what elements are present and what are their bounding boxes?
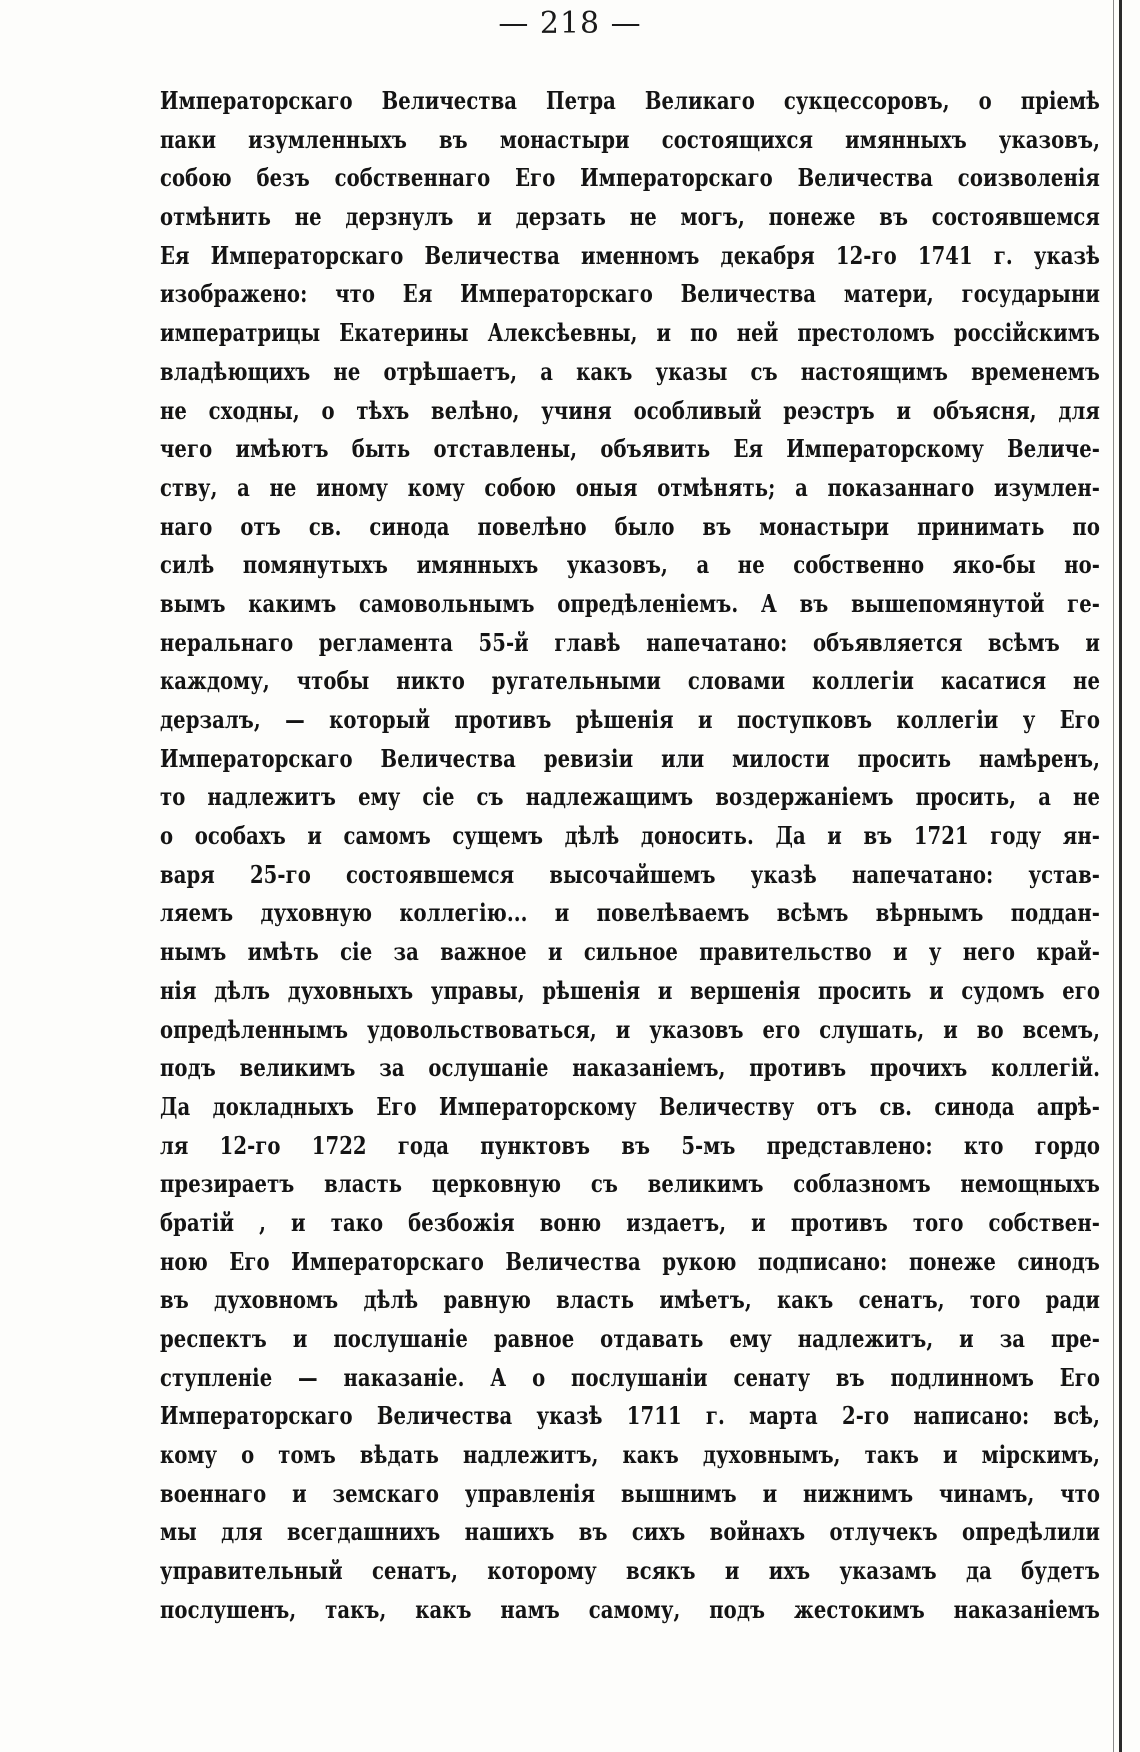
text-line: въ духовномъ дѣлѣ равную власть имѣетъ, какъ сенатъ, того ради: [160, 1285, 1100, 1315]
page-edge-border: [1119, 0, 1122, 1752]
text-line: презираетъ власть церковную съ великимъ соблазномъ немощныхъ: [160, 1169, 1100, 1199]
text-line: владѣющихъ не отрѣшаетъ, а какъ указы съ настоящимъ временемъ: [160, 356, 1100, 386]
text-line: ля 12-го 1722 года пунктовъ въ 5-мъ представлено: кто гордо: [160, 1130, 1100, 1160]
text-line: собою безъ собственнаго Его Императорскаго Величества соизволенiя: [160, 163, 1100, 193]
text-line: опредѣленнымъ удовольствоваться, и указовъ его слушать, и во всемъ,: [160, 1014, 1100, 1044]
text-line: респектъ и послушанiе равное отдавать ему надлежитъ, и за пре-: [160, 1324, 1100, 1353]
page-number-header: — 218 —: [498, 6, 642, 41]
text-line: неральнаго регламента 55-й главѣ напечатано: объявляется всѣмъ и: [160, 627, 1100, 657]
text-line: каждому, чтобы никто ругательными словами коллегiи касатися не: [160, 666, 1100, 696]
text-line: мы для всегдашнихъ нашихъ въ сихъ войнахъ отлучекъ опредѣлили: [160, 1517, 1100, 1547]
text-line: изображено: что Ея Императорскаго Величества матери, государыни: [160, 279, 1100, 309]
text-line: управительный сенатъ, которому всякъ и ихъ указамъ да будетъ: [160, 1556, 1100, 1586]
text-line: военнаго и земскаго управленiя вышнимъ и нижнимъ чинамъ, что: [160, 1478, 1100, 1508]
text-line: варя 25-го состоявшемся высочайшемъ указѣ напечатано: устав-: [160, 859, 1100, 889]
text-line: нiя дѣлъ духовныхъ управы, рѣшенiя и вершенiя просить и судомъ его: [160, 975, 1100, 1005]
page-edge-line: [1113, 0, 1114, 1752]
text-line: императрицы Екатерины Алексѣевны, и по ней престоломъ россiйскимъ: [160, 318, 1100, 348]
text-line: ству, а не иному кому собою оныя отмѣнять; а показаннаго изумлен-: [160, 472, 1100, 502]
text-line: то надлежитъ ему сiе съ надлежащимъ воздержанiемъ просить, а не: [160, 782, 1100, 812]
text-line: дерзалъ, — который противъ рѣшенiя и поступковъ коллегiи у Его: [160, 705, 1100, 734]
text-line: наго отъ св. синода повелѣно было въ монастыри принимать по: [160, 511, 1100, 541]
text-line: подъ великимъ за ослушанiе наказанiемъ, противъ прочихъ коллегiй.: [160, 1053, 1100, 1083]
text-line: не сходны, о тѣхъ велѣно, учиня особливый реэстръ и объясня, для: [160, 395, 1100, 425]
text-line: Ея Императорскаго Величества именномъ декабря 12-го 1741 г. указѣ: [160, 240, 1100, 270]
text-line: братiй , и тако безбожiя воню издаетъ, и противъ того собствен-: [160, 1207, 1100, 1237]
text-line: кому о томъ вѣдать надлежитъ, какъ духовнымъ, такъ и мiрскимъ,: [160, 1440, 1100, 1470]
text-line: ступленiе — наказанiе. А о послушанiи сенату въ подлинномъ Его: [160, 1362, 1100, 1392]
text-line: отмѣнить не дерзнулъ и дерзать не могъ, понеже въ состоявшемся: [160, 202, 1100, 232]
text-line: Императорскаго Величества Петра Великаго сукцессоровъ, о прiемѣ: [160, 86, 1100, 115]
text-line: ною Его Императорскаго Величества рукою подписано: понеже синодъ: [160, 1246, 1100, 1276]
text-line: паки изумленныхъ въ монастыри состоящихся имянныхъ указовъ,: [160, 124, 1100, 154]
text-line: Императорскаго Величества указѣ 1711 г. марта 2-го написано: всѣ,: [160, 1401, 1100, 1431]
text-line: вымъ какимъ самовольнымъ опредѣленiемъ. А въ вышепомянутой ге-: [160, 588, 1100, 618]
text-line: силѣ помянутыхъ имянныхъ указовъ, а не собственно яко-бы но-: [160, 550, 1100, 580]
text-line: Императорскаго Величества ревизiи или милости просить намѣренъ,: [160, 743, 1100, 773]
text-line: ляемъ духовную коллегiю... и повелѣваемъ всѣмъ вѣрнымъ поддан-: [160, 898, 1100, 928]
text-line: послушенъ, такъ, какъ намъ самому, подъ жестокимъ наказанiемъ: [160, 1594, 1100, 1624]
text-line: о особахъ и самомъ сущемъ дѣлѣ доносить. Да и въ 1721 году ян-: [160, 821, 1100, 851]
text-line: нымъ имѣть сiе за важное и сильное правительство и у него край-: [160, 937, 1100, 967]
text-line: чего имѣютъ быть отставлены, объявить Ея Императорскому Величе-: [160, 434, 1100, 464]
text-line: Да докладныхъ Его Императорскому Величеству отъ св. синода апрѣ-: [160, 1091, 1100, 1121]
body-text: [160, 82, 1100, 1630]
